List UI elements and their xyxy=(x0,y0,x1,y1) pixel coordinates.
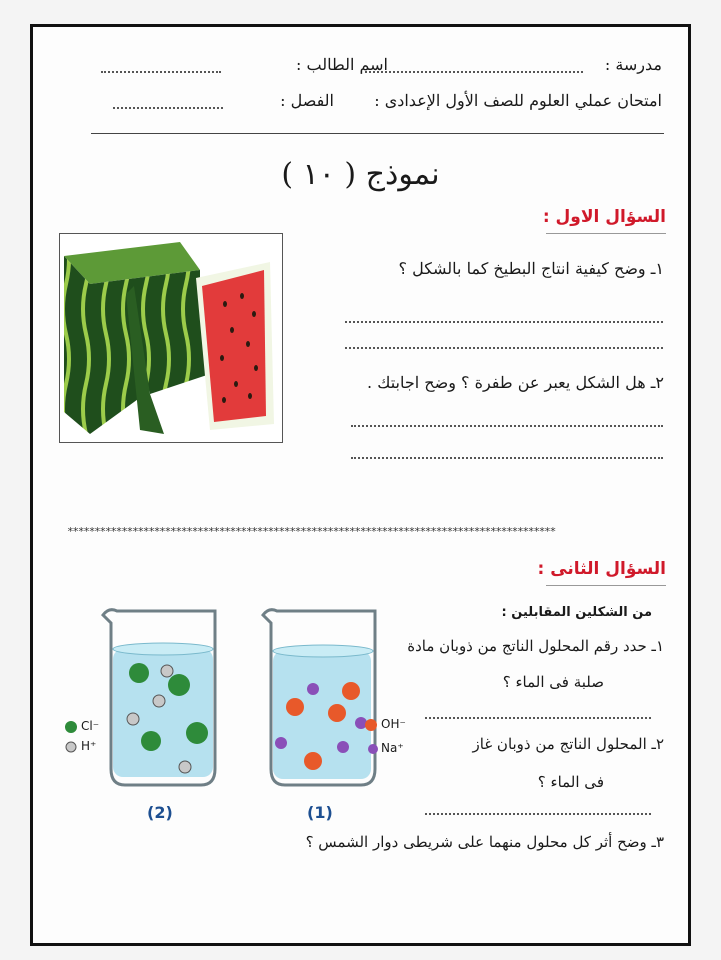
question1-underline xyxy=(546,233,666,234)
watermelon-image xyxy=(59,233,283,443)
star-separator: ****************************************************************************************** xyxy=(67,525,556,538)
student-name-label: اسم الطالب : xyxy=(296,55,388,74)
sodium-ion-icon xyxy=(368,744,378,754)
question2-intro: من الشكلين المقابلين : xyxy=(501,605,652,620)
answer-line[interactable] xyxy=(351,457,663,459)
question2-title: السؤال الثانى : xyxy=(537,559,666,579)
school-field[interactable] xyxy=(365,71,583,73)
answer-line[interactable] xyxy=(345,347,663,349)
class-label: الفصل : xyxy=(280,91,334,110)
chloride-ion-icon xyxy=(65,721,77,733)
question2-item3: ٣ـ وضح أثر كل محلول منهما على شريطى دوار الشمس ؟ xyxy=(305,833,664,851)
model-title: نموذج ( ١٠ ) xyxy=(281,157,440,192)
question2-item1-line1: ١ـ حدد رقم المحلول الناتج من ذوبان مادة xyxy=(407,637,664,655)
beaker-2-label: (2) xyxy=(147,803,173,822)
exam-title: امتحان عملي العلوم للصف الأول الإعدادى : xyxy=(374,91,662,110)
student-name-field[interactable] xyxy=(101,71,221,73)
question2-underline xyxy=(546,585,666,586)
beaker-2 xyxy=(103,610,215,785)
legend-hydroxide: OH⁻ xyxy=(381,717,406,731)
school-label: مدرسة : xyxy=(604,55,662,74)
answer-line[interactable] xyxy=(425,717,651,719)
legend-sodium: Na⁺ xyxy=(381,741,404,755)
answer-line[interactable] xyxy=(351,425,663,427)
question1-item1: ١ـ وضح كيفية انتاج البطيخ كما بالشكل ؟ xyxy=(398,259,664,278)
question1-item2: ٢ـ هل الشكل يعبر عن طفرة ؟ وضح اجابتك . xyxy=(367,373,664,392)
exam-sheet xyxy=(30,24,691,946)
question2-item2-line1: ٢ـ المحلول الناتج من ذوبان غاز xyxy=(472,735,664,753)
legend-hydrogen: H⁺ xyxy=(81,739,97,753)
class-field[interactable] xyxy=(113,107,223,109)
header-divider xyxy=(91,133,664,134)
question1-title: السؤال الاول : xyxy=(542,207,666,227)
beaker-1-label: (1) xyxy=(307,803,333,822)
beaker-1 xyxy=(263,610,375,785)
beakers-figure xyxy=(51,593,411,833)
question2-item2-line2: فى الماء ؟ xyxy=(537,773,604,791)
legend-chloride: Cl⁻ xyxy=(81,719,100,733)
hydrogen-ion-icon xyxy=(66,742,76,752)
hydroxide-ion-icon xyxy=(365,719,377,731)
question2-item1-line2: صلبة فى الماء ؟ xyxy=(502,673,604,691)
answer-line[interactable] xyxy=(345,321,663,323)
answer-line[interactable] xyxy=(425,813,651,815)
